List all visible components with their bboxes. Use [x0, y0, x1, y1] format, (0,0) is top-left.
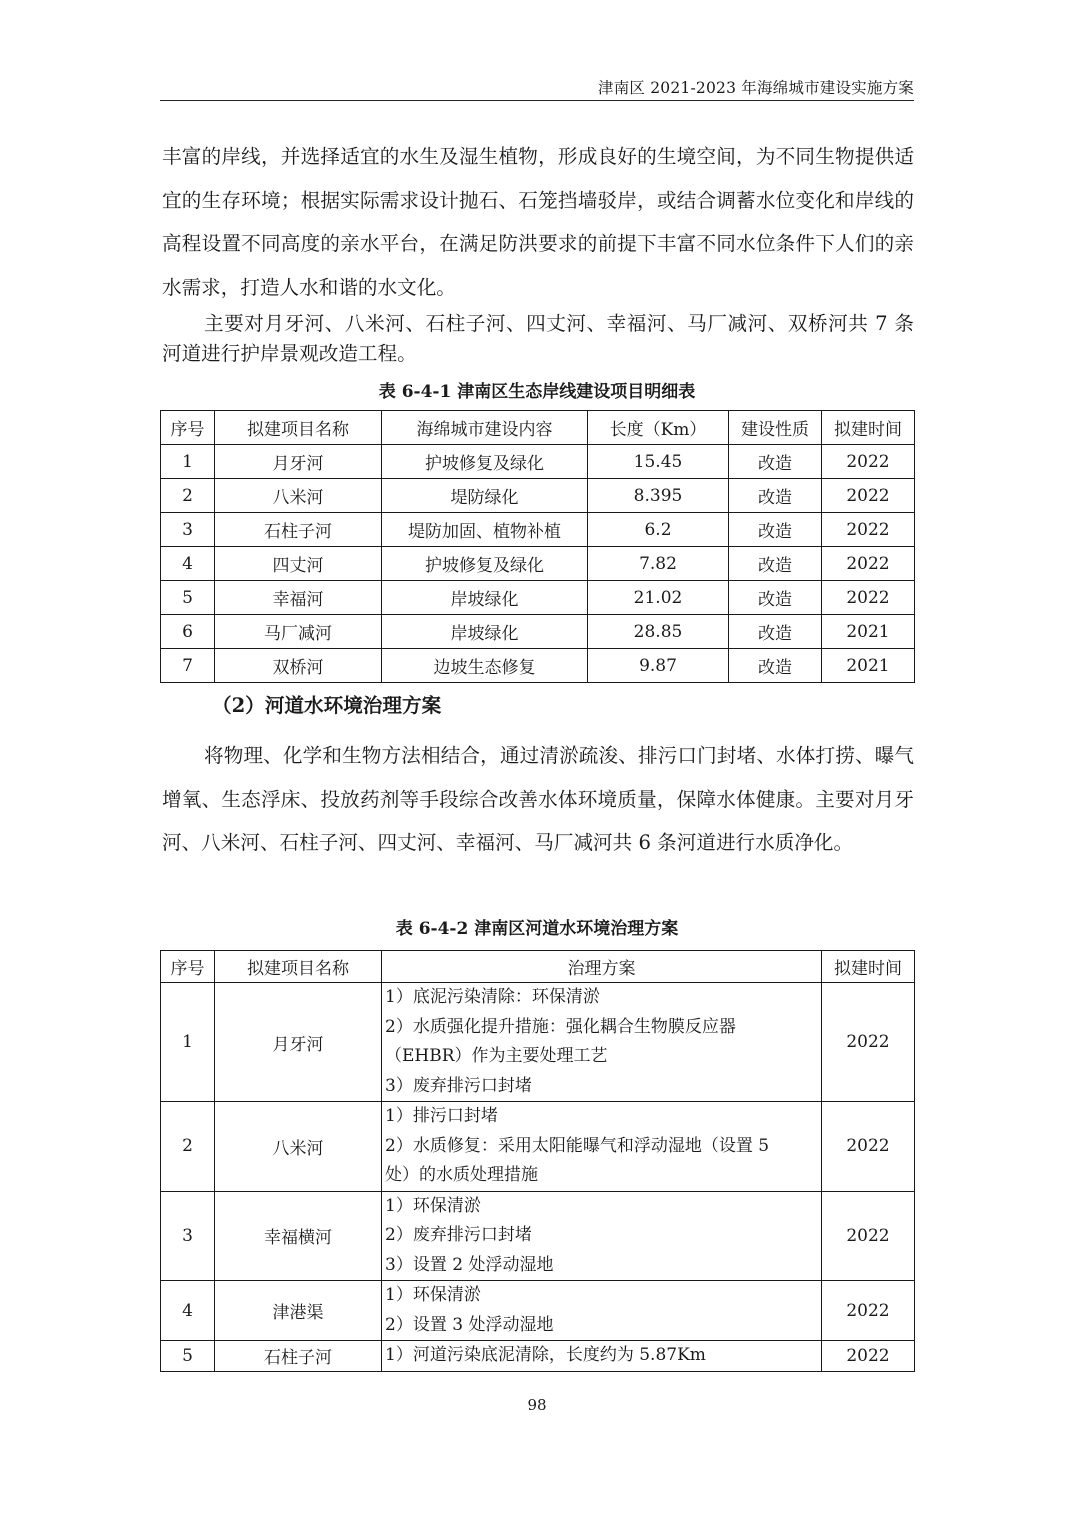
- table-row: [161, 581, 915, 615]
- plan-line: 2）废弃排污口封堵: [385, 1225, 532, 1245]
- table-cell: 石柱子河: [215, 1341, 382, 1372]
- table-cell: 2021: [822, 649, 915, 683]
- table-cell: 岸坡绿化: [382, 615, 588, 649]
- table-cell: 2022: [822, 983, 915, 1102]
- table-row: [161, 1341, 915, 1372]
- table-cell: 2021: [822, 615, 915, 649]
- table-cell: 7.82: [588, 547, 729, 581]
- plan-cell: [382, 1281, 822, 1341]
- table-row: [161, 1281, 915, 1341]
- plan-cell: [382, 1102, 822, 1192]
- table-cell: 双桥河: [215, 649, 382, 683]
- table-row: [161, 547, 915, 581]
- table-cell: 边坡生态修复: [382, 649, 588, 683]
- table-row: [161, 479, 915, 513]
- header-cell: 拟建时间: [822, 951, 915, 983]
- table-cell: 5: [161, 581, 215, 615]
- table-row: [161, 983, 915, 1102]
- header-cell: 拟建项目名称: [215, 951, 382, 983]
- plan-line: 处）的水质处理措施: [385, 1165, 538, 1185]
- plan-cell: [382, 983, 822, 1102]
- table-cell: 堤防绿化: [382, 479, 588, 513]
- table-cell: 9.87: [588, 649, 729, 683]
- table-cell: 2022: [822, 1281, 915, 1341]
- table-cell: 28.85: [588, 615, 729, 649]
- table-cell: 四丈河: [215, 547, 382, 581]
- table-cell: 2022: [822, 581, 915, 615]
- table-cell: 2022: [822, 1341, 915, 1372]
- table-cell: 2022: [822, 513, 915, 547]
- table-cell: 护坡修复及绿化: [382, 547, 588, 581]
- table-row: [161, 649, 915, 683]
- table-cell: 2022: [822, 547, 915, 581]
- table-row: [161, 1191, 915, 1281]
- table-cell: 1: [161, 445, 215, 479]
- paragraph-rivers-list: 主要对月牙河、八米河、石柱子河、四丈河、幸福河、马厂减河、双桥河共 7 条河道进行护岸景观改造工程。: [162, 312, 914, 365]
- plan-cell: [382, 1191, 822, 1281]
- table-cell: 八米河: [215, 1102, 382, 1192]
- table-cell: 改造: [729, 479, 822, 513]
- paragraph-water-treatment: 将物理、化学和生物方法相结合，通过清淤疏浚、排污口门封堵、水体打捞、曝气增氧、生态浮床、投放药剂等手段综合改善水体环境质量，保障水体健康。主要对月牙河、八米河、石柱子河、四丈河、幸福河、马厂减河共 6 条河道进行水质净化。: [162, 744, 914, 854]
- table-cell: 八米河: [215, 479, 382, 513]
- table-cell: 2022: [822, 445, 915, 479]
- shoreline-projects-table: [160, 410, 915, 683]
- plan-line: 1）排污口封堵: [385, 1106, 498, 1126]
- table-cell: 马厂减河: [215, 615, 382, 649]
- table-cell: 津港渠: [215, 1281, 382, 1341]
- table-cell: 幸福横河: [215, 1191, 382, 1281]
- table-cell: 改造: [729, 547, 822, 581]
- table-cell: 2: [161, 1102, 215, 1192]
- table-cell: 堤防加固、植物补植: [382, 513, 588, 547]
- table-row: [161, 513, 915, 547]
- table-cell: 幸福河: [215, 581, 382, 615]
- table-cell: 改造: [729, 649, 822, 683]
- table1-caption: 表 6-4-1 津南区生态岸线建设项目明细表: [378, 382, 696, 402]
- plan-line: 3）设置 2 处浮动湿地: [385, 1254, 554, 1275]
- plan-line: 2）水质修复：采用太阳能曝气和浮动湿地（设置 5: [385, 1135, 770, 1156]
- header-cell: 海绵城市建设内容: [382, 411, 588, 445]
- table-row: [161, 445, 915, 479]
- table-row: [161, 1102, 915, 1192]
- section-heading: （2）河道水环境治理方案: [212, 694, 442, 717]
- table-cell: 2022: [822, 479, 915, 513]
- header-cell: 拟建时间: [822, 411, 915, 445]
- table-cell: 21.02: [588, 581, 729, 615]
- table-cell: 4: [161, 1281, 215, 1341]
- water-treatment-table: [160, 950, 915, 1372]
- plan-cell: [382, 1341, 822, 1372]
- header-cell: 长度（Km）: [588, 411, 729, 445]
- table2-caption: 表 6-4-2 津南区河道水环境治理方案: [395, 919, 679, 939]
- table-cell: 7: [161, 649, 215, 683]
- plan-line: 1）环保清淤: [385, 1285, 481, 1305]
- header-cell: 治理方案: [382, 951, 822, 983]
- table-header-row: [161, 411, 915, 445]
- plan-line: 2）水质强化提升措施：强化耦合生物膜反应器: [385, 1016, 736, 1037]
- table-cell: 月牙河: [215, 445, 382, 479]
- table-cell: 3: [161, 1191, 215, 1281]
- table-cell: 石柱子河: [215, 513, 382, 547]
- table-cell: 月牙河: [215, 983, 382, 1102]
- table-cell: 1: [161, 983, 215, 1102]
- header-cell: 序号: [161, 411, 215, 445]
- table-cell: 5: [161, 1341, 215, 1372]
- table-cell: 15.45: [588, 445, 729, 479]
- table-cell: 8.395: [588, 479, 729, 513]
- table-cell: 护坡修复及绿化: [382, 445, 588, 479]
- plan-line: 2）设置 3 处浮动湿地: [385, 1314, 554, 1335]
- plan-line: 1）环保清淤: [385, 1195, 481, 1216]
- header-title: 津南区 2021-2023 年海绵城市建设实施方案: [598, 79, 914, 97]
- page-number: 98: [527, 1396, 547, 1414]
- paragraph-shoreline: 丰富的岸线，并选择适宜的水生及湿生植物，形成良好的生境空间，为不同生物提供适宜的生存环境；根据实际需求设计抛石、石笼挡墙驳岸，或结合调蓄水位变化和岸线的高程设置不同高度的亲水平台，在满足防洪要求的前提下丰富不同水位条件下人们的亲水需求，打造人水和谐的水文化。: [162, 145, 914, 299]
- table-cell: 4: [161, 547, 215, 581]
- plan-line: 1）底泥污染清除：环保清淤: [385, 987, 600, 1007]
- plan-line: （EHBR）作为主要处理工艺: [385, 1046, 608, 1066]
- table-cell: 2022: [822, 1102, 915, 1192]
- header-cell: 序号: [161, 951, 215, 983]
- header-cell: 建设性质: [729, 411, 822, 445]
- table-cell: 改造: [729, 581, 822, 615]
- table-cell: 改造: [729, 513, 822, 547]
- header-cell: 拟建项目名称: [215, 411, 382, 445]
- table-cell: 改造: [729, 445, 822, 479]
- plan-line: 3）废弃排污口封堵: [385, 1075, 532, 1096]
- table-cell: 6.2: [588, 513, 729, 547]
- page-header: [160, 74, 914, 101]
- plan-line: 1）河道污染底泥清除，长度约为 5.87Km: [385, 1345, 706, 1365]
- table-cell: 2: [161, 479, 215, 513]
- table-cell: 改造: [729, 615, 822, 649]
- table-row: [161, 615, 915, 649]
- table-header-row: [161, 951, 915, 983]
- table-cell: 3: [161, 513, 215, 547]
- table-cell: 2022: [822, 1191, 915, 1281]
- table-cell: 岸坡绿化: [382, 581, 588, 615]
- table-cell: 6: [161, 615, 215, 649]
